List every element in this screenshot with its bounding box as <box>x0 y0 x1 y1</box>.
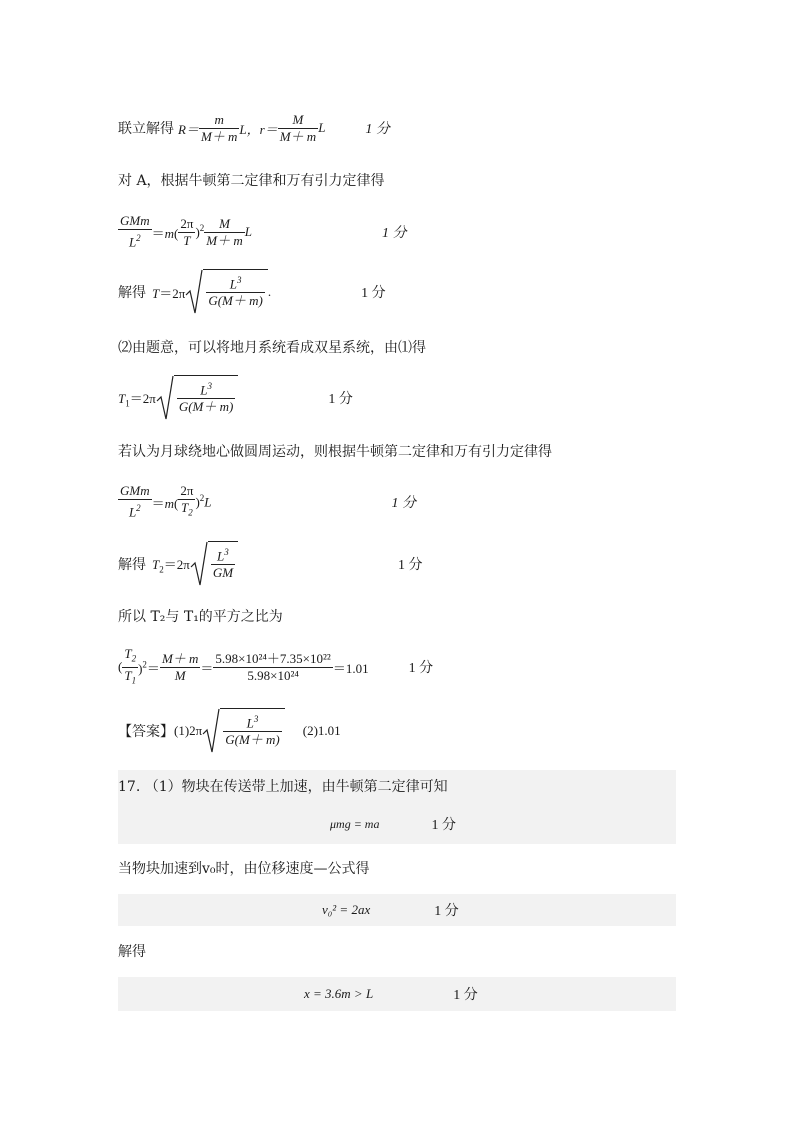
q17-eq-2 <box>322 900 459 920</box>
text-line-2: 对 A，根据牛顿第二定律和万有引力定律得 <box>118 173 385 189</box>
eq-line-4-prefix: 解得 <box>118 285 146 301</box>
eq-equal: ＝m( <box>151 495 179 511</box>
points-label: 1 分 <box>365 122 390 137</box>
eq-line-1-prefix: 联立解得 <box>118 121 174 137</box>
fraction-T2-T1: $\frac{T_2}{T_1}$ <box>122 646 138 688</box>
fraction-gmm: $\frac{\text{GMm}}{L^2}$ <box>120 213 150 250</box>
eq-line-3 <box>118 210 406 254</box>
eq-result: ＝1.01 <box>332 660 369 676</box>
answer-label: 【答案】 <box>118 724 174 740</box>
eq-line-4 <box>118 268 386 316</box>
points-label: 1 分 <box>398 558 423 573</box>
eq-r-tail: L <box>318 120 326 135</box>
eq-T2: $T_2=2\pi$ <box>152 556 190 575</box>
points-label: 1 分 <box>361 286 386 301</box>
eq-equal: ＝ <box>200 660 214 676</box>
eq-paren: )$^2$L <box>195 493 212 510</box>
fraction-numeric: $\frac{\text{5.98×10²⁴＋7.35×10²²}}{\text{5.98×10²⁴}}$ <box>215 650 331 683</box>
points-label: 1 分 <box>381 226 407 241</box>
answer-part-1: (1)2π <box>174 723 203 738</box>
text-line-10: 所以 T₂与 T₁的平方之比为 <box>118 609 283 625</box>
eq-R-tail: L，r＝ <box>239 121 278 137</box>
eq-period: . <box>267 284 272 299</box>
eq-friction: μmg = ma <box>330 816 380 831</box>
eq-R: R＝ <box>178 121 199 137</box>
q17-eq-3 <box>304 984 478 1004</box>
fraction-r: $\frac{M}{M+ m}$ <box>279 111 317 144</box>
eq-line-9 <box>118 540 423 588</box>
eq-displacement: x = 3.6m > L <box>304 986 374 1001</box>
eq-paren-open: ( <box>118 659 123 674</box>
q17-line-2: 当物块加速到v₀时，由位移速度—公式得 <box>118 861 370 877</box>
eq-line-9-prefix: 解得 <box>118 557 146 573</box>
q17-line-3: 解得 <box>118 944 146 960</box>
radical-icon <box>156 375 174 421</box>
eq-T1: $T_1=2\pi$ <box>118 390 156 409</box>
eq-line-1 <box>118 108 390 148</box>
points-label: 1 分 <box>431 818 456 833</box>
sqrt-expression: $\frac{L^3}{G(M+ m)}$ <box>156 375 239 421</box>
eq-T: T＝2π <box>152 285 186 301</box>
points-label: 1 分 <box>391 496 417 511</box>
sqrt-expression: $\frac{L^3}{G(M+ m)}$ <box>202 708 285 754</box>
text-line-5: ⑵由题意，可以将地月系统看成双星系统，由⑴得 <box>118 340 426 356</box>
fraction-2pi-T2: $\frac{2\pi}{T_2}$ <box>178 483 195 521</box>
eq-line-11 <box>118 645 433 689</box>
radical-icon <box>202 708 220 754</box>
fraction-gmm: $\frac{\text{GMm}}{L^2}$ <box>120 483 150 520</box>
points-label: 1 分 <box>453 988 478 1003</box>
radical-icon <box>185 269 203 315</box>
eq-equal: ＝m( <box>151 225 179 241</box>
radical-icon <box>190 541 208 587</box>
eq-velocity: v₀² = 2ax <box>322 902 371 917</box>
eq-paren: )$^2$ <box>195 223 205 240</box>
eq-paren-close: )$^2$＝ <box>138 659 160 676</box>
fraction-R: $\frac{m}{M+ m}$ <box>200 111 238 144</box>
sqrt-expression: $\frac{L^3}{GM}$ <box>190 541 238 587</box>
fraction-M-Mm: $\frac{M}{M+ m}$ <box>206 215 243 248</box>
q17-eq-1 <box>330 814 456 834</box>
fraction-2pi-T: $\frac{2\pi}{T}$ <box>180 215 194 248</box>
eq-line-8 <box>118 480 416 524</box>
eq-line-6 <box>118 374 353 422</box>
sqrt-expression: $\frac{L^3}{G(M+ m)}$ <box>185 269 268 315</box>
text-line-7: 若认为月球绕地心做圆周运动，则根据牛顿第二定律和万有引力定律得 <box>118 444 552 460</box>
answer-part-2: (2)1.01 <box>302 723 341 738</box>
points-label: 1 分 <box>434 904 459 919</box>
points-label: 1 分 <box>328 392 353 407</box>
fraction-Mm-M: $\frac{M+ m}{M}$ <box>161 650 199 683</box>
q17-line-1: 17. （1）物块在传送带上加速，由牛顿第二定律可知 <box>118 779 448 795</box>
answer-line <box>118 706 341 756</box>
eq-L: L <box>244 224 252 239</box>
points-label: 1 分 <box>408 661 434 676</box>
